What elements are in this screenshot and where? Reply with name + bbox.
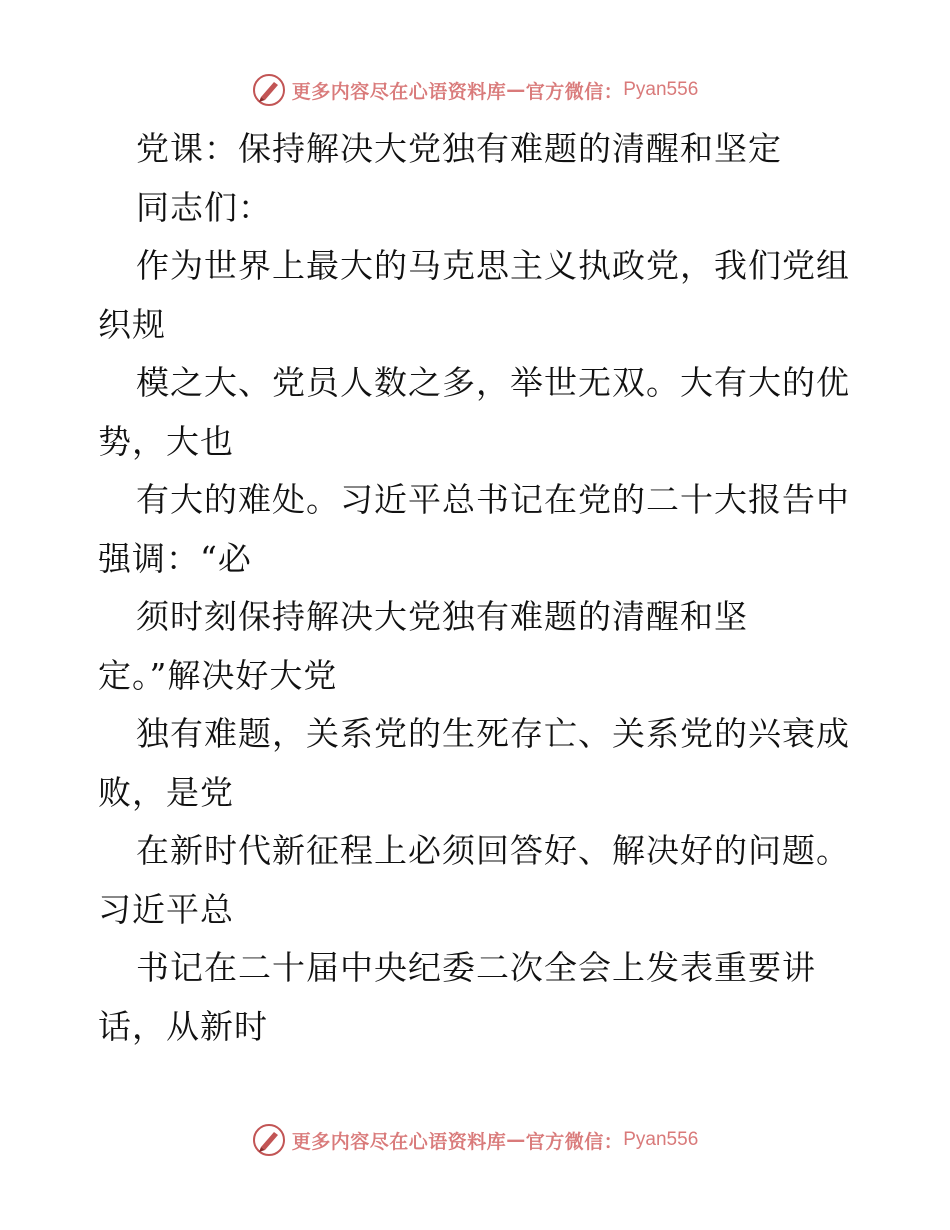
footer-wechat-label: 官方微信： — [525, 1130, 624, 1153]
paragraph-line: 作为世界上最大的马克思主义执政党，我们党组 — [136, 246, 850, 285]
paragraph-line: 败，是党 — [98, 772, 234, 812]
pen-logo-icon — [252, 1123, 286, 1157]
header-wechat-label: 官方微信： — [525, 80, 624, 103]
page-footer — [0, 1120, 950, 1160]
paragraph-line: 定。”解决好大党 — [98, 655, 338, 695]
paragraph-line: 同志们： — [136, 187, 272, 227]
footer-brand-text: 更多内容尽在心语资料库 — [291, 1130, 507, 1153]
paragraph-line: 模之大、党员人数之多，举世无双。大有大的优 — [136, 363, 850, 402]
document-body — [98, 120, 858, 1056]
footer-wechat-handle: Pyan556 — [623, 1129, 699, 1150]
header-wechat-handle: Pyan556 — [623, 79, 699, 100]
paragraph-line: 书记在二十届中央纪委二次全会上发表重要讲 — [136, 948, 816, 987]
paragraph-line: 须时刻保持解决大党独有难题的清醒和坚 — [136, 597, 748, 636]
paragraph-line: 独有难题，关系党的生死存亡、关系党的兴衰成 — [136, 714, 850, 753]
paragraph-line: 织规 — [98, 304, 166, 344]
document-title: 党课：保持解决大党独有难题的清醒和坚定 — [136, 129, 782, 168]
paragraph-line: 有大的难处。习近平总书记在党的二十大报告中 — [136, 480, 850, 519]
footer-separator: — — [506, 1129, 526, 1151]
header-brand-text: 更多内容尽在心语资料库 — [291, 80, 507, 103]
paragraph-line: 在新时代新征程上必须回答好、解决好的问题。 — [136, 831, 850, 870]
header-separator: — — [506, 79, 526, 101]
paragraph-line: 势，大也 — [98, 421, 234, 461]
page-header — [0, 70, 950, 110]
paragraph-line: 强调：“必 — [98, 538, 252, 578]
paragraph-line: 习近平总 — [98, 889, 234, 929]
paragraph-line: 话，从新时 — [98, 1006, 268, 1046]
pen-logo-icon — [252, 73, 286, 107]
